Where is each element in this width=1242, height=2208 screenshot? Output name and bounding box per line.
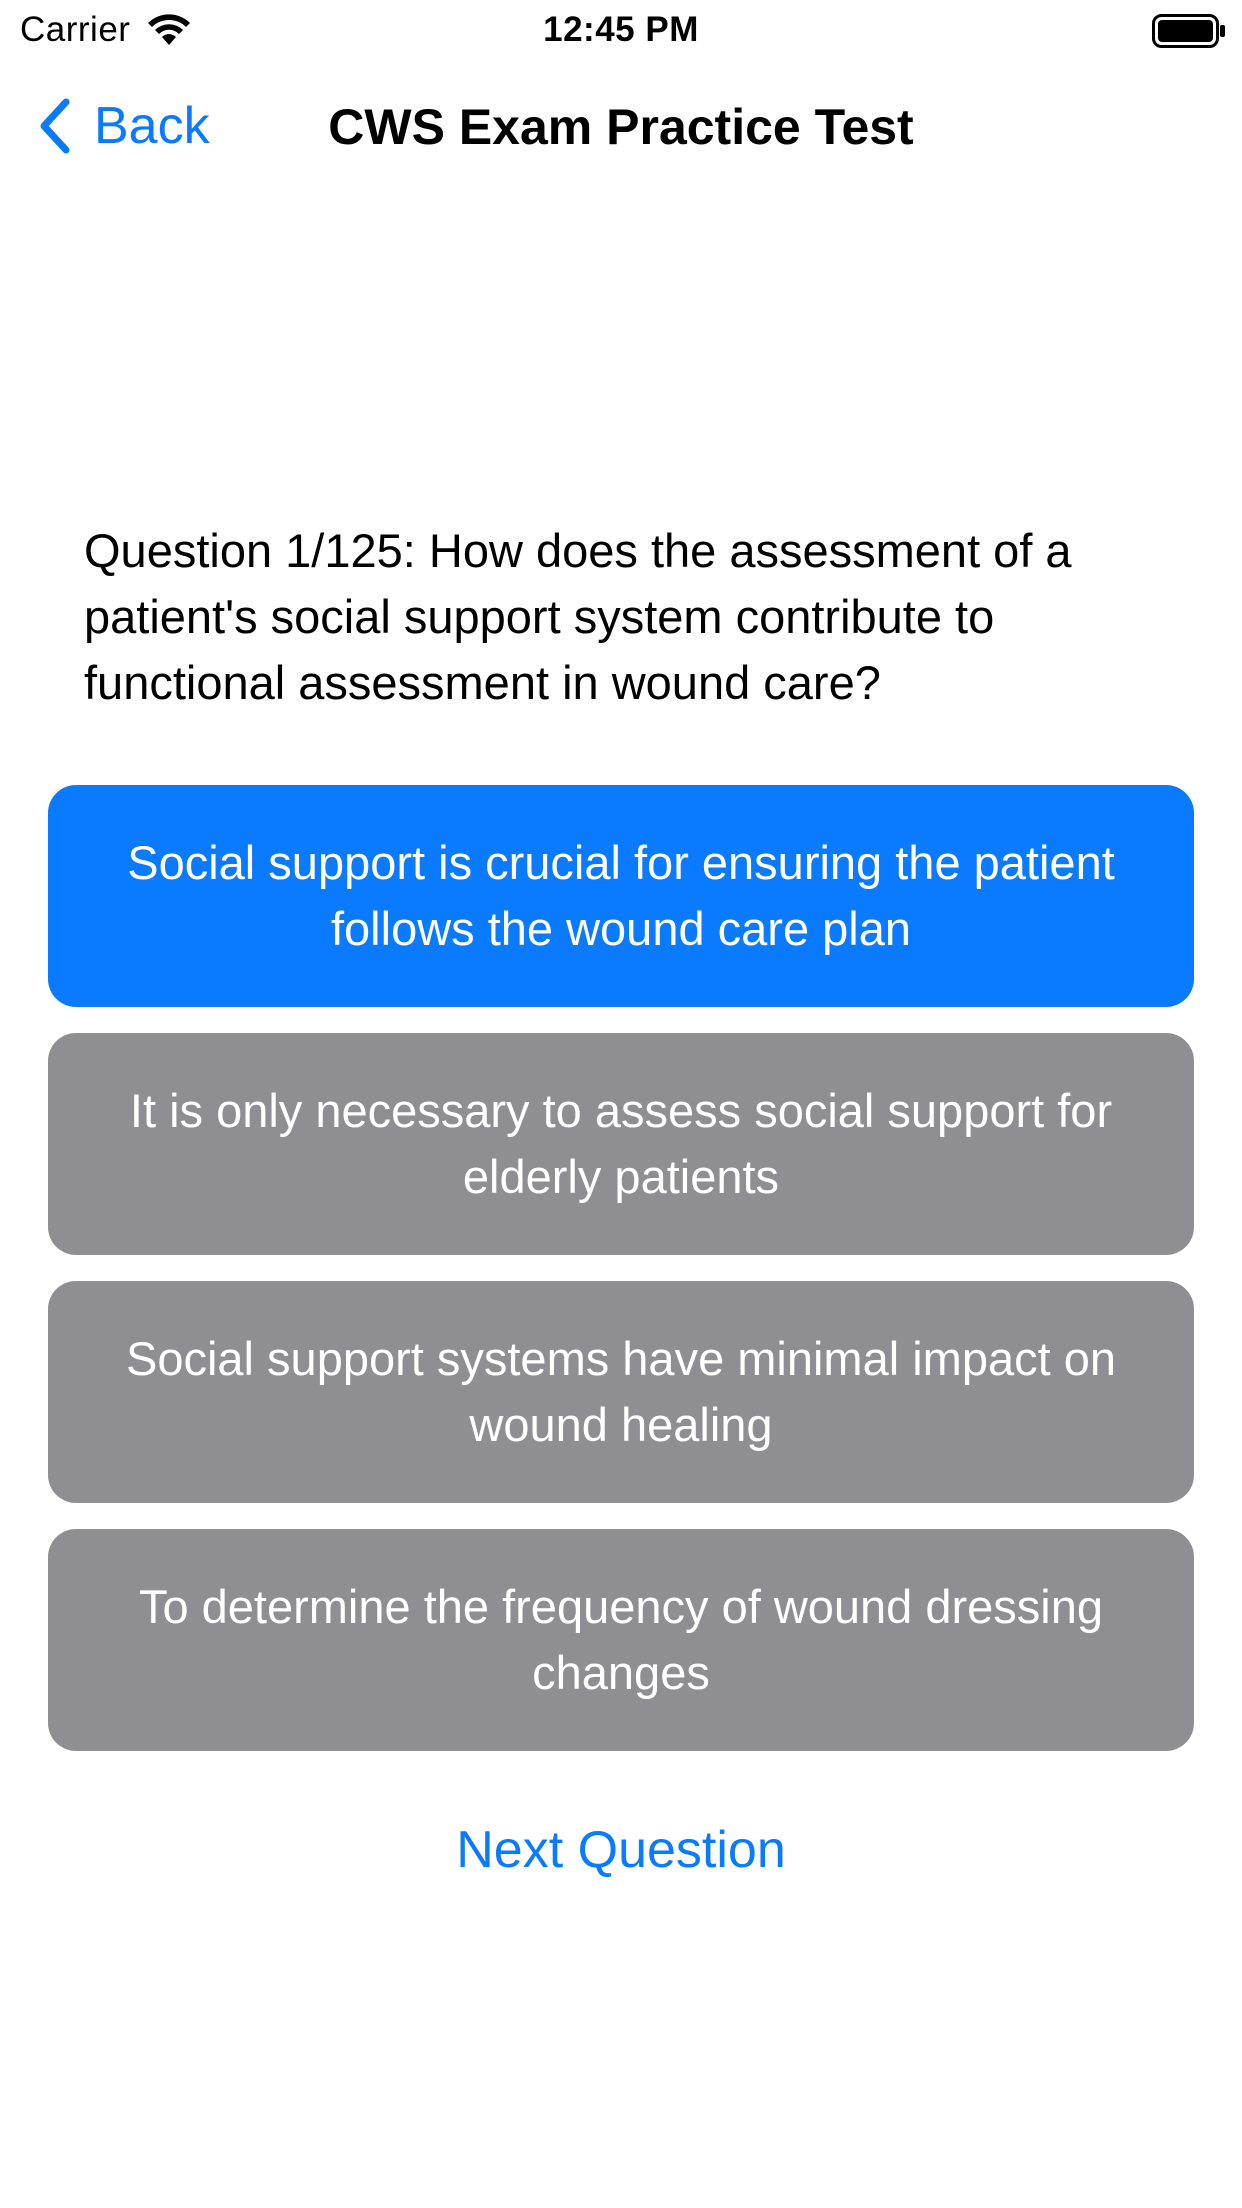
answer-label: To determine the frequency of wound dressing changes — [138, 1580, 1104, 1699]
answer-label: Social support systems have minimal impact on wound healing — [125, 1332, 1116, 1451]
navigation-bar — [0, 60, 1242, 190]
answer-option-2[interactable] — [48, 1033, 1194, 1255]
battery-full-icon — [1152, 14, 1226, 48]
status-bar — [0, 0, 1242, 60]
status-time: 12:45 PM — [543, 10, 699, 49]
answer-label: It is only necessary to assess social support for elderly patients — [129, 1084, 1113, 1203]
answer-option-4[interactable] — [48, 1529, 1194, 1751]
carrier-label: Carrier — [20, 10, 131, 49]
question-text: Question 1/125: How does the assessment of a patient's social support system contribute to functional assessment in wound care? — [84, 524, 1072, 709]
answer-label: Social support is crucial for ensuring the patient follows the wound care plan — [127, 836, 1115, 955]
answer-option-3[interactable] — [48, 1281, 1194, 1503]
page-title: CWS Exam Practice Test — [328, 99, 914, 155]
back-label: Back — [94, 97, 210, 155]
answer-list — [48, 785, 1194, 1777]
answer-option-1[interactable] — [48, 785, 1194, 1007]
next-question-button[interactable]: Next Question — [456, 1821, 786, 1879]
